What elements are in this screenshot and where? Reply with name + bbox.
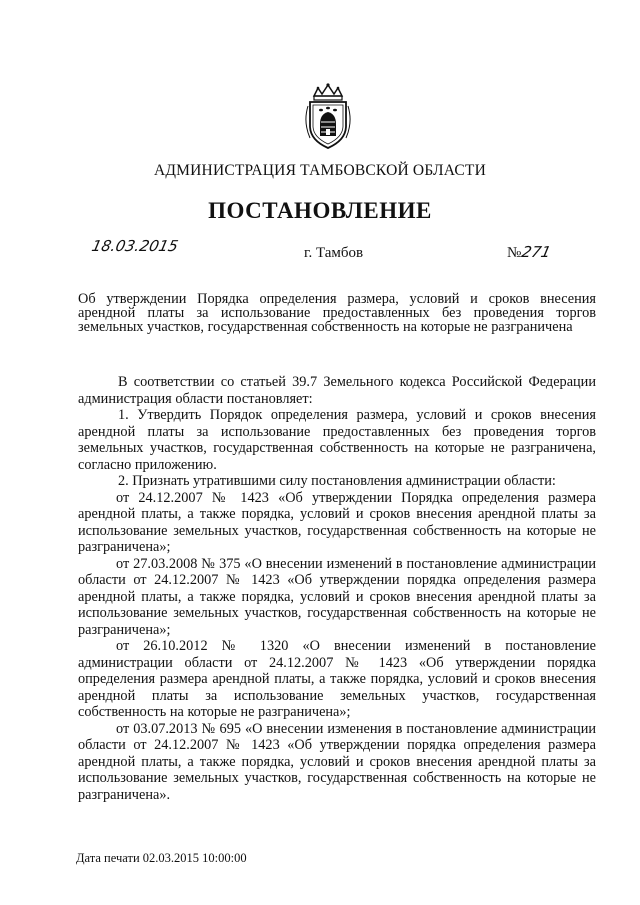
document-number: [507, 243, 551, 262]
agency-name: АДМИНИСТРАЦИЯ ТАМБОВСКОЙ ОБЛАСТИ: [154, 162, 486, 179]
body-paragraph: 2. Признать утратившими силу постановления администрации области:: [118, 473, 556, 489]
print-date-footer: Дата печати 02.03.2015 10:00:00: [76, 851, 247, 865]
document-city: г. Тамбов: [304, 245, 364, 261]
body-paragraph: от 27.03.2008 № 375 «О внесении изменений в постановление администрации области от 24.12.2007 № 1423 «Об утверждении порядка определения размера арендной платы, а также порядка, условий и сроков внесения арендной платы за использование земельных участков, государственная собственность на которые не разграничена»;: [78, 555, 596, 638]
number-value: 271: [520, 243, 553, 261]
body-paragraph: от 26.10.2012 № 1320 «О внесении изменений в постановление администрации области от 24.12.2007 № 1423 «Об утверждении порядка определения размера арендной платы, а также порядка, условий и сроков внесения арендной платы за использование земельных участков, государственная собственность на которые не разграничена»;: [78, 638, 596, 720]
document-type: ПОСТАНОВЛЕНИЕ: [208, 198, 432, 223]
document-body: [78, 374, 596, 803]
document-date: 18.03.2015: [90, 237, 180, 255]
body-paragraph: от 03.07.2013 № 695 «О внесении изменения в постановление администрации области от 24.12.2007 № 1423 «Об утверждении порядка определения размера арендной платы, а также порядка, условий и сроков внесения арендной платы за использование земельных участков, государственная собственность на которые не разграничена».: [78, 720, 596, 803]
number-sign: №: [507, 245, 522, 261]
document-title: Об утверждении Порядка определения размера, условий и сроков внесения арендной платы за использование предоставленных без проведения торгов земельных участков, государственная собственность на которые не разграничена: [78, 291, 596, 335]
tambov-coat-of-arms-icon: [300, 82, 356, 152]
body-paragraph: В соответствии со статьей 39.7 Земельного кодекса Российской Федерации администрация области постановляет:: [78, 374, 596, 407]
body-paragraph: от 24.12.2007 № 1423 «Об утверждении Порядка определения размера арендной платы, а также порядка, условий и сроков внесения арендной платы за использование земельных участков, государственная собственность на которые не разграничена»;: [78, 489, 596, 555]
body-paragraph: 1. Утвердить Порядок определения размера, условий и сроков внесения арендной платы за использование предоставленных без проведения торгов земельных участков, государственная собственность на которые не разграничена, согласно приложению.: [78, 407, 596, 473]
